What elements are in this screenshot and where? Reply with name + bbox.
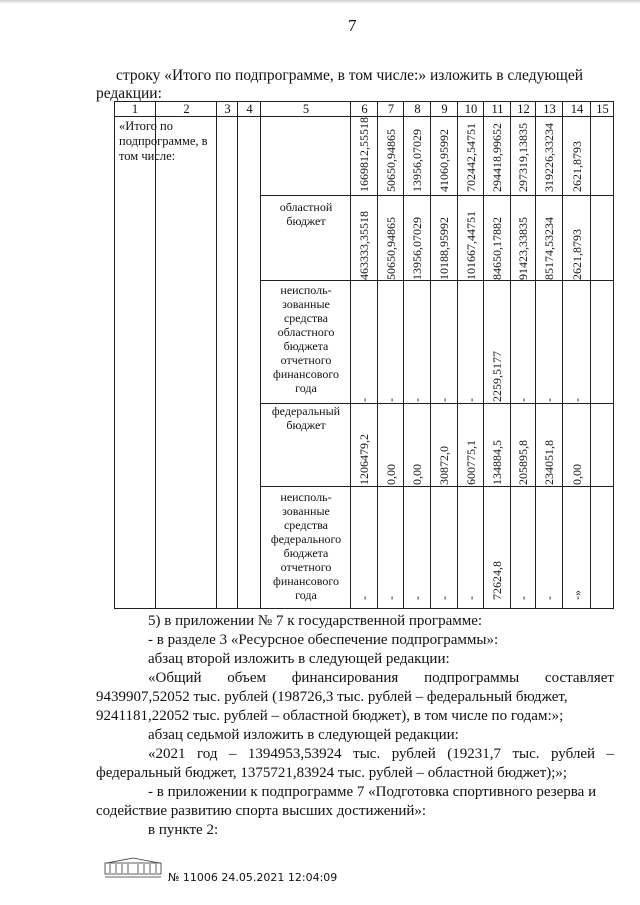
table-cell-value: 50650,94865 [384, 217, 398, 280]
table-cell-value: 91423,33835 [516, 217, 530, 280]
page-number: 7 [348, 16, 357, 35]
col-header-10: 10 [464, 102, 478, 116]
table-cell-value: - [570, 398, 584, 402]
table-cell-value: 294418,99652 [490, 123, 504, 192]
table-cell-value: - [410, 398, 424, 402]
table-cell-value: - [516, 596, 530, 600]
col-header-15: 15 [596, 102, 609, 116]
table-cell-value: - [542, 398, 556, 402]
table-cell-value: 2621,8793 [570, 141, 584, 192]
table-cell-value: 72624,8 [490, 561, 504, 600]
paragraph-abzac-2: абзац второй изложить в следующей редакции: [148, 651, 450, 667]
label-unused-federal: неисполь- зованные средства федерального бюджета отчетного финансового года [270, 490, 342, 602]
table-cell-value: 134884,5 [490, 440, 504, 485]
table-cell-value: - [410, 596, 424, 600]
table-cell-value: - [464, 398, 478, 402]
table-cell-value: 50650,94865 [384, 129, 398, 192]
table-cell-value: 41060,95992 [437, 129, 451, 192]
intro-line-2: редакции: [96, 85, 162, 102]
paragraph-2021-a: «2021 год – 1394953,53924 тыс. рублей (19231,7 тыс. рублей – [148, 746, 614, 762]
label-unused-regional: неисполь- зованные средства областного бюджета отчетного финансового года [273, 283, 339, 395]
table-cell-value: 2259,5177 [490, 351, 504, 402]
table-cell-value: 600775,1 [464, 440, 478, 485]
table-cell-value: - [542, 596, 556, 600]
table-cell-value: - [437, 596, 451, 600]
table-cell-value: - [357, 596, 371, 600]
table-cell-value: - [464, 596, 478, 600]
table-cell-value: - [384, 596, 398, 600]
paragraph-total-c: 9241181,22052 тыс. рублей – областной бюджет), в том числе по годам:»; [96, 708, 564, 724]
paragraph-appendix-a: - в приложении к подпрограмме 7 «Подготовка спортивного резерва и [148, 784, 597, 800]
paragraph-point-2: в пункте 2: [148, 822, 219, 838]
col-header-12: 12 [517, 102, 530, 116]
table-cell-value: 13956,07029 [410, 129, 424, 192]
table-cell-value: 234051,8 [542, 440, 556, 485]
table-cell-value: 297319,13835 [516, 123, 530, 192]
table-cell-value: 702442,54751 [464, 123, 478, 192]
paragraph-2021-b: федеральный бюджет, 1375721,83924 тыс. рублей – областной бюджет);»; [96, 765, 568, 781]
col-header-4: 4 [246, 102, 253, 116]
col-header-5: 5 [302, 102, 310, 116]
col-header-3: 3 [224, 102, 231, 116]
table-cell-value: 2621,8793 [570, 229, 584, 280]
government-stamp-icon [104, 857, 162, 879]
intro-line-1: строку «Итого по подпрограмме, в том числе:» изложить в следующей [116, 67, 584, 84]
col-header-13: 13 [543, 102, 556, 116]
col-header-8: 8 [414, 102, 421, 116]
scan-edge [0, 0, 640, 4]
col-header-14: 14 [570, 102, 584, 116]
table-cell-value: 0,00 [410, 464, 424, 485]
table-cell-value: 0,00 [570, 464, 584, 485]
row-label-total: «Итого по подпрограмме, в том числе: [119, 119, 208, 163]
table-cell-value: 463333,35518 [357, 211, 371, 280]
table-cell-value: 85174,53234 [542, 217, 556, 280]
col-header-6: 6 [361, 102, 368, 116]
table-cell-value: - [516, 398, 530, 402]
table-cell-value: - [384, 398, 398, 402]
paragraph-appendix-b: содействие развитию спорта высших достижений»: [96, 803, 427, 819]
paragraph-section-3: - в разделе 3 «Ресурсное обеспечение подпрограммы»: [148, 632, 499, 648]
registry-mark: № 11006 24.05.2021 12:04:09 [168, 871, 338, 884]
table-cell-value: 13956,07029 [410, 217, 424, 280]
table-cell-value: 101667,44751 [464, 211, 478, 280]
table-cell-value: - [357, 398, 371, 402]
paragraph-5: 5) в приложении № 7 к государственной программе: [148, 613, 483, 629]
table-cell-value: 10188,95992 [437, 217, 451, 280]
table-cell-value: 1669812,55518 [357, 117, 371, 192]
table-cell-value: 205895,8 [516, 440, 530, 485]
table-cell-value: 30872,0 [437, 446, 451, 485]
paragraph-abzac-7: абзац седьмой изложить в следующей редакции: [148, 727, 459, 743]
col-header-2: 2 [183, 102, 190, 116]
table-cell-value: - [437, 398, 451, 402]
label-federal-budget: федеральный бюджет [271, 404, 341, 432]
col-header-9: 9 [441, 102, 448, 116]
table-cell-value: 1206479,2 [357, 434, 371, 485]
table-cell-value: 319226,33234 [542, 123, 556, 192]
table-cell-value: 0,00 [384, 464, 398, 485]
table-cell-value: -» [570, 590, 584, 600]
col-header-1: 1 [131, 102, 139, 116]
col-header-11: 11 [491, 102, 504, 116]
paragraph-total-b: 9439907,52052 тыс. рублей (198726,3 тыс. рублей – федеральный бюджет, [96, 689, 568, 705]
label-regional-budget: областной бюджет [279, 200, 333, 228]
table-cell-value: 84650,17882 [490, 217, 504, 280]
paragraph-total-a: «Общий объем финансирования подпрограммы составляет [148, 670, 614, 686]
col-header-7: 7 [387, 102, 395, 116]
